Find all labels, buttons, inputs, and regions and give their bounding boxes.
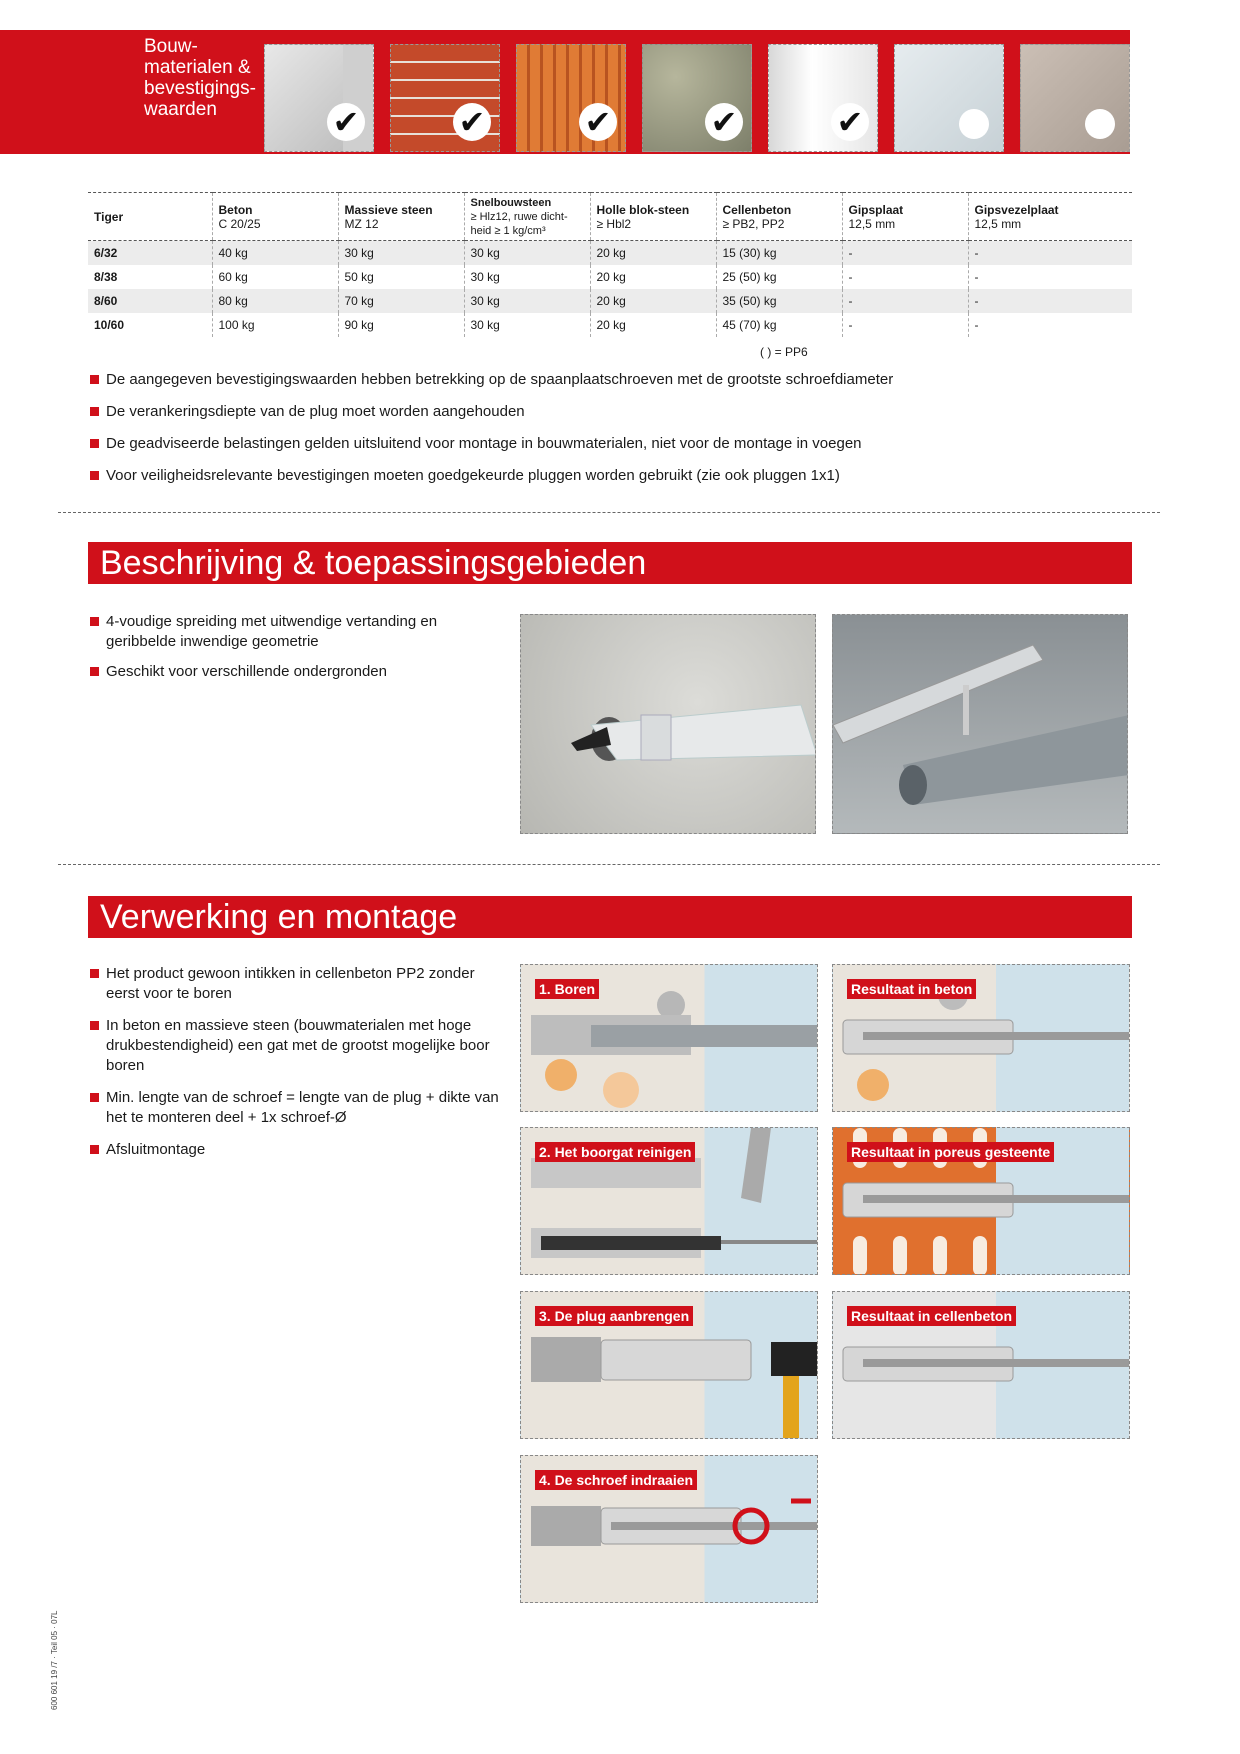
list-item: Het product gewoon intikken in cellenbeton PP2 zonder eerst voor te boren [88,964,508,1004]
material-tile-snelbouwsteen [516,44,626,152]
header-title [144,36,256,120]
material-tile-gipsplaat [894,44,1004,152]
table-header-cell: Gipsvezelplaat 12,5 mm [968,193,1132,241]
list-item: De aangegeven bevestigingswaarden hebben betrekking op de spaanplaatschroeven met de grootste schroefdiameter [88,370,1138,390]
table-cell: 50 kg [338,265,464,289]
table-header-cell: Cellenbeton ≥ PB2, PP2 [716,193,842,241]
table-header-row [88,193,1132,241]
table-cell: 8/38 [94,269,118,284]
table-header-cell: Snelbouwsteen ≥ Hlz12, ruwe dicht-heid ≥ 1 kg/cm³ [464,193,590,241]
material-tile-gipsvezelplaat [1020,44,1130,152]
step-plug-insert [520,1291,818,1439]
step-label: 3. De plug aanbrengen [535,1306,693,1326]
material-tile-cellenbeton [768,44,878,152]
document-code: 600 601 19 /7 · Teil 05 · 07L [50,1610,59,1710]
table-header-cell: Beton C 20/25 [212,193,338,241]
step-screw-in [520,1455,818,1603]
table-cell: - [842,265,968,289]
description-list [88,612,488,682]
check-icon: ✔ [327,103,365,141]
step-label: 2. Het boorgat reinigen [535,1142,695,1162]
table-cell: - [842,313,968,337]
table-cell: 8/60 [88,289,212,313]
table-footnote: ( ) = PP6 [760,345,808,359]
cable-illustration [521,615,816,834]
list-item: De geadviseerde belastingen gelden uitsluitend voor montage in bouwmaterialen, niet voor de montage in voegen [88,434,1138,454]
list-item: De verankeringsdiepte van de plug moet worden aangehouden [88,402,1138,422]
step-drilling [520,964,818,1112]
header-title-line: bevestigings- [144,78,256,99]
table-cell: 100 kg [212,313,338,337]
list-item: In beton en massieve steen (bouwmaterialen met hoge drukbestendigheid) een gat met de grootst mogelijke boor boren [88,1016,508,1076]
table-cell: - [842,289,968,313]
table-cell: 35 (50) kg [716,289,842,313]
check-icon: ✔ [705,103,743,141]
step-label: 1. Boren [535,979,599,999]
result-label: Resultaat in poreus gesteente [847,1142,1054,1162]
result-label: Resultaat in cellenbeton [847,1306,1016,1326]
list-item: Voor veiligheidsrelevante bevestigingen moeten goedgekeurde pluggen worden gebruikt (zie ook pluggen 1x1) [88,466,1138,486]
circle-icon [959,109,989,139]
table-cell: 60 kg [212,265,338,289]
application-photo-pipe [832,614,1128,834]
check-icon: ✔ [831,103,869,141]
table-row [88,265,1132,289]
result-label: Resultaat in beton [847,979,976,999]
material-tile-beton [264,44,374,152]
table-cell: 30 kg [464,265,590,289]
table-cell: 30 kg [464,313,590,337]
table-cell: - [968,313,1132,337]
table-cell: 80 kg [212,289,338,313]
table-cell: 25 (50) kg [716,265,842,289]
table-row [88,241,1132,265]
section-header-description: Beschrijving & toepassingsgebieden [88,542,1132,584]
material-tile-massieve-steen [390,44,500,152]
table-cell: - [968,265,1132,289]
step-label: 4. De schroef indraaien [535,1470,697,1490]
header-title-line: Bouw- [144,36,198,57]
divider [58,864,1160,865]
table-cell: 10/60 [94,317,125,332]
table-header-cell: Gipsplaat 12,5 mm [842,193,968,241]
list-item: Min. lengte van de schroef = lengte van de plug + dikte van het te monteren deel + 1x schroef-Ø [88,1088,508,1128]
table-header-cell: Massieve steen MZ 12 [338,193,464,241]
load-values-table [88,192,1132,337]
table-cell: 90 kg [338,313,464,337]
table-cell: 20 kg [590,241,716,265]
divider [58,512,1160,513]
table-cell: 30 kg [464,241,590,265]
result-concrete [832,964,1130,1112]
table-cell: - [968,241,1132,265]
check-icon: ✔ [579,103,617,141]
list-item: 4-voudige spreiding met uitwendige vertanding en geribbelde inwendige geometrie [88,612,488,652]
table-cell: 45 (70) kg [716,313,842,337]
table-cell: 30 kg [464,289,590,313]
table-cell: - [968,289,1132,313]
step-cleaning [520,1127,818,1275]
list-item: Afsluitmontage [88,1140,508,1160]
table-cell: 6/32 [88,241,212,265]
table-row [88,289,1132,313]
notes-list [88,370,1138,486]
table-cell: 15 (30) kg [716,241,842,265]
table-cell: 40 kg [212,241,338,265]
table-cell: 20 kg [590,289,716,313]
check-icon: ✔ [453,103,491,141]
pipe-illustration [833,615,1128,834]
application-photo-cable [520,614,816,834]
section-header-processing: Verwerking en montage [88,896,1132,938]
result-aerated-concrete [832,1291,1130,1439]
material-tile-holle-bloksteen [642,44,752,152]
table-row [88,313,1132,337]
circle-icon [1085,109,1115,139]
header-title-line: waarden [144,99,217,120]
table-cell: 20 kg [590,313,716,337]
table-header-cell: Holle blok-steen ≥ Hbl2 [590,193,716,241]
header-title-line: materialen & [144,57,251,78]
processing-list [88,964,508,1160]
table-header-cell: Tiger [88,193,212,241]
table-cell: - [842,241,968,265]
table-cell: 20 kg [590,265,716,289]
result-porous-stone [832,1127,1130,1275]
list-item: Geschikt voor verschillende ondergronden [88,662,488,682]
table-cell: 70 kg [338,289,464,313]
table-cell: 30 kg [338,241,464,265]
